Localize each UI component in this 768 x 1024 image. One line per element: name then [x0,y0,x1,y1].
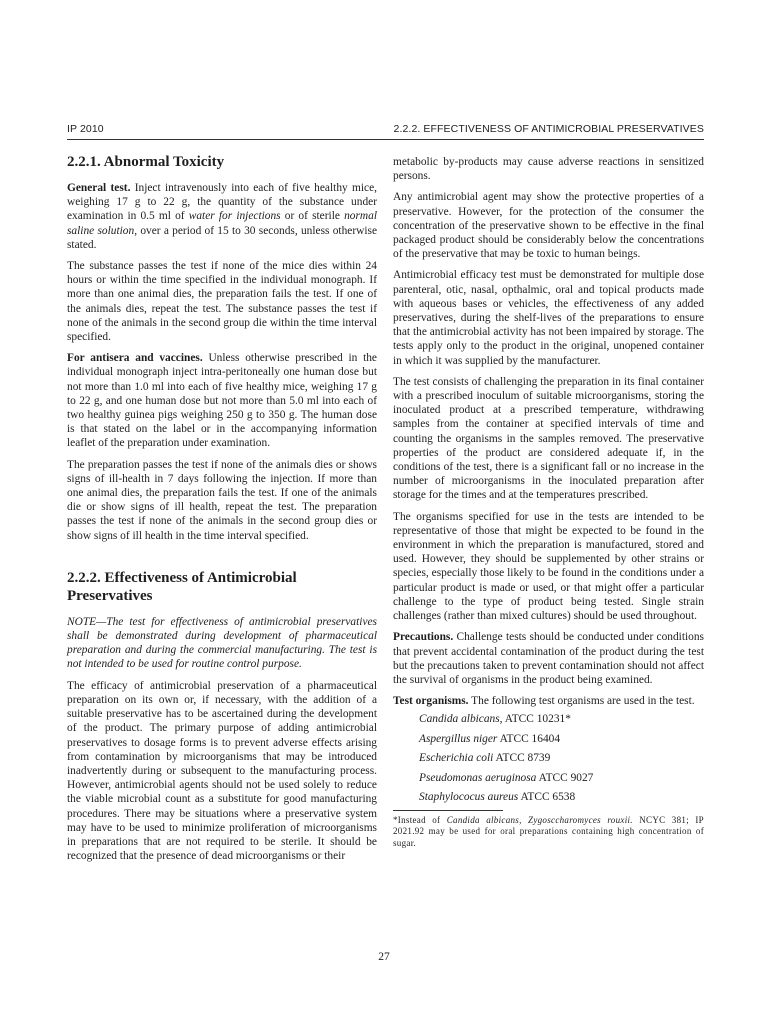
paragraph-organisms-specified: The organisms specified for use in the tests are intended to be representative of those that might be expected to be found in the environment in which the preparation is manufactured, stored and used. However, they should be supplemented by other strains or species, especially those likely to be found in the conditions under a particular product is made or used, or that might offer a particular challenge to the type of product being tested. Single strain challenges (rather than mixed cultures) should be used throughout. [393,510,704,623]
test-organisms-lead: Test organisms. [393,695,469,708]
header-right: 2.2.2. EFFECTIVENESS OF ANTIMICROBIAL PRESERVATIVES [393,123,704,135]
footnote [393,815,704,850]
left-column [67,153,377,870]
organism-strain: ATCC 9027 [536,771,594,784]
organism-name: Pseudomonas aeruginosa [419,771,537,784]
paragraph-precautions [393,630,704,687]
organism-strain: ATCC 16404 [497,732,561,745]
footnote-rule [393,810,503,811]
test-organisms-text: The following test organisms are used in the test. [468,695,695,708]
paragraph-test-organisms [393,694,704,708]
organism-name: Aspergillus niger [419,732,498,745]
antisera-lead: For antisera and vaccines. [67,352,203,365]
organism-name: Escherichia coli [419,752,494,765]
header-left: IP 2010 [67,123,104,135]
precautions-lead: Precautions. [393,631,454,644]
paragraph-efficacy-test: Antimicrobial efficacy test must be demonstrated for multiple dose parenteral, otic, nasal, opthalmic, oral and topical products made with aqueous bases or vehicles, the effectiveness of any added preservatives, during the shelf-lives of the preparations to ensure that the antimicrobial activity has not been impaired by storage. The tests apply only to the product in the original, unopened container in which it was supplied by the manufacturer. [393,269,704,367]
organism-strain: ATCC 6538 [518,791,576,804]
paragraph-test-consists: The test consists of challenging the preparation in its final container with a prescribed inoculum of suitable microorganisms, storing the inoculated product at a prescribed temperature, withdrawing samples from the container at specified intervals of time and counting the organisms in the samples removed. The preservative properties of the product are considered adequate if, in the conditions of the test, there is a significant fall or no increase in the number of microorganisms in the inoculated preparation after storage for the times and at the temperatures prescribed. [393,375,704,502]
footnote-text-b: NCYC 381; IP 2021.92 may be used for oral preparations containing high concentration of sugar. [393,814,704,848]
paragraph-agent: Any antimicrobial agent may show the protective properties of a preservative. However, for the protection of the consumer the concentration of the preservative shown to be effective in the final packaged product should be considerably below the concentrations of the preservative that may be toxic to human beings. [393,191,704,261]
organism-list [393,712,704,804]
precautions-text: Challenge tests should be conducted under conditions that prevent accidental contamination of the product during the test but the precautions taken to prevent contamination should not affect the survival of organisms in the product being examined. [393,631,704,686]
organism-name: Staphylococus aureus [419,791,519,804]
section-heading-abnormal-toxicity: 2.2.1. Abnormal Toxicity [67,154,225,170]
list-item [419,751,704,765]
organism-strain: ATCC 8739 [493,752,551,765]
list-item [419,771,704,785]
running-header [67,123,704,135]
list-item [419,732,704,746]
general-text-c: , over a period of 15 to 30 seconds, unless otherwise stated. [67,224,377,251]
paragraph-general-test [67,181,377,252]
organism-name: Candida albicans, [419,713,503,726]
footnote-italic: Candida albicans, Zygosccharomyces rouxii. [446,814,633,825]
section-heading-antimicrobial: 2.2.2. Effectiveness of Antimicrobial Preservatives [67,569,297,604]
paragraph-preparation-passes: The preparation passes the test if none of the animals dies or shows signs of ill-health in 7 days following the injection. If more than one animal dies, the preparation fails the test. If one of the animals die or show signs of ill health, repeat the test. The preparation passes the test if none of the animals in the second group dies or show signs of ill health in the time interval specified. [67,458,377,542]
footnote-text-a: *Instead of [393,814,447,825]
general-text-b: or of sterile [280,210,345,223]
page-number: 27 [378,951,390,963]
paragraph-substance-passes: The substance passes the test if none of the mice dies within 24 hours or within the time specified in the individual monograph. If more than one animal dies, the preparation fails the test. If one of the animals dies, repeat the test. The substance passes the test if none of the animals in the second group die within the time interval specified. [67,260,377,344]
general-italic-b: normal saline solution [67,210,377,237]
paragraph-metabolic: metabolic by-products may cause adverse reactions in sensitized persons. [393,156,704,183]
list-item [419,790,704,804]
right-column [393,155,704,849]
list-item [419,712,704,726]
general-italic-a: water for injections [188,210,281,223]
antisera-text: Unless otherwise prescribed in the individual monograph inject intra-peritoneally one human dose but not more than 1.0 ml into each of five healthy mice, weighing 17 g to 22 g, and one human dose but not more than 5.0 ml into each of two healthy guinea pigs weighing 250 g to 350 g. The human dose is that stated on the label or in the accompanying information leaflet of the preparation under examination. [67,352,377,450]
paragraph-note: NOTE—The test for effectiveness of antimicrobial preservatives shall be demonstrated during development of pharmaceutical preparation and during the commercial manufacturing. The test is not intended to be used for routine control purpose. [67,615,377,671]
paragraph-efficacy: The efficacy of antimicrobial preservation of a pharmaceutical preparation on its own or, if necessary, with the addition of a suitable preservative has to be ascertained during the development of the product. The primary purpose of adding antimicrobial preservatives to dosage forms is to prevent adverse effects arising from contamination by microorganisms that may be introduced inadvertently during or subsequent to the manufacturing process. However, antimicrobial agents should not be used solely to reduce the viable microbial count as a substitute for good manufacturing procedures. There may be situations where a preservative system may have to be used to minimize proliferation of microorganisms in preparations that are not required to be sterile. It should be recognized that the presence of dead microorganisms or their [67,679,377,863]
general-test-lead: General test. [67,182,131,194]
general-text-a: Inject intravenously into each of five healthy mice, weighing 17 g to 22 g, the quantity of the substance under examination in 0.5 ml of [67,182,377,223]
organism-strain: ATCC 10231* [502,713,571,726]
header-rule [67,139,704,140]
paragraph-antisera [67,351,377,450]
